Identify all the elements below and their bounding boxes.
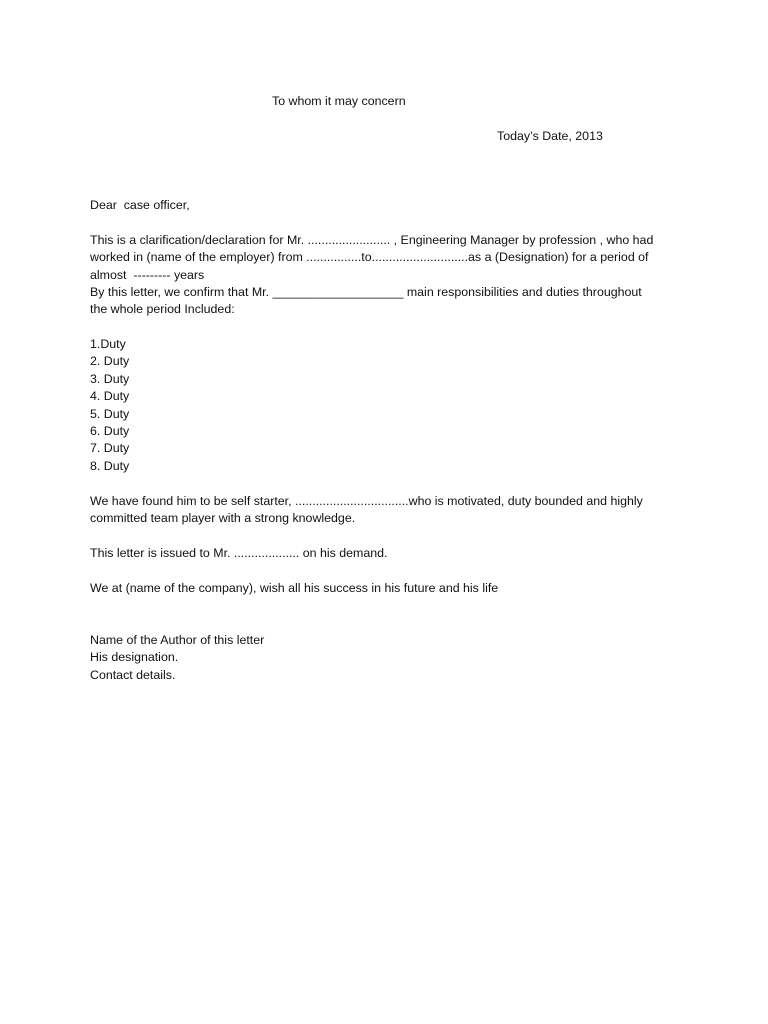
confirmation-paragraph [90, 284, 680, 319]
wishes-paragraph [90, 580, 680, 597]
duty-item: 4. Duty [90, 389, 130, 404]
declaration-line-2: worked in (name of the employer) from ................to............................as a (Designation) for a period of [90, 250, 649, 265]
confirmation-line-1: By this letter, we confirm that Mr. ___________________ main responsibilities and duties throughout [90, 285, 642, 299]
letter-greeting: Dear case officer, [90, 198, 190, 212]
signature-designation: His designation. [90, 650, 179, 665]
duty-item: 7. Duty [90, 441, 130, 456]
duty-item: 5. Duty [90, 406, 130, 421]
duty-item: 8. Duty [90, 458, 130, 473]
duty-item: 3. Duty [90, 371, 130, 386]
issuance-paragraph [90, 545, 680, 562]
duty-item: 1.Duty [90, 337, 126, 351]
duties-list [90, 336, 680, 475]
signature-contact: Contact details. [90, 667, 176, 682]
declaration-line-1: This is a clarification/declaration for Mr. ........................ , Engineering Manager by profession , who had [90, 233, 654, 247]
signature-block [90, 632, 680, 684]
confirmation-line-2: the whole period Included: [90, 302, 235, 317]
assessment-paragraph [90, 493, 680, 528]
declaration-paragraph [90, 232, 680, 284]
assessment-line-1: We have found him to be self starter, .................................who is motivated, duty bounded and highly [90, 494, 643, 508]
letter-heading: To whom it may concern [272, 94, 406, 108]
letter-date: Today’s Date, 2013 [497, 129, 603, 143]
wishes-line: We at (name of the company), wish all his success in his future and his life [90, 581, 499, 595]
duty-item: 2. Duty [90, 354, 130, 369]
duty-item: 6. Duty [90, 424, 130, 439]
declaration-line-3: almost --------- years [90, 267, 205, 282]
assessment-line-2: committed team player with a strong knowledge. [90, 511, 356, 526]
signature-author: Name of the Author of this letter [90, 633, 265, 647]
issuance-line: This letter is issued to Mr. ................... on his demand. [90, 546, 388, 560]
